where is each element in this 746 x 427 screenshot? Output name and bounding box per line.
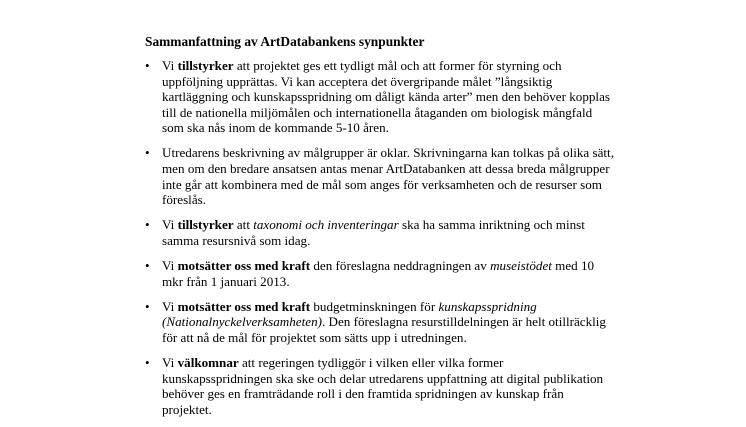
bullet-text [162,58,610,135]
emphasis-bold: välkomnar [177,355,239,370]
text-run: Vi [162,217,178,233]
emphasis-italic: kunskapsspridning (Nationalnyckelverksamheten) [162,298,537,330]
text-run: att [233,217,254,233]
text-run: . Den föreslagna resurstilldelningen är helt otillräcklig för att nå de mål för projektet som sätts upp i utredningen. [162,314,606,345]
emphasis-bold: motsätter oss med kraft [177,298,311,314]
summary-bullet-list [145,58,615,417]
text-run: att regeringen tydliggör i vilken eller vilka former kunskapsspridningen ska ske och delar utredarens uppfattning att digital publikation behöver ges en framträdande roll i den framtida spridningen av kunskap från projektet. [162,355,604,417]
emphasis-italic: taxonomi och inventeringar [253,217,399,233]
bullet-dot-icon: • [145,258,150,274]
bullet-text [162,217,585,248]
summary-bullet-item [145,145,615,207]
bullet-dot-icon: • [145,217,150,233]
bullet-text [162,355,603,417]
text-run: med 10 mkr från 1 januari 2013. [162,258,595,289]
emphasis-bold: tillstyrker [177,58,234,73]
emphasis-bold: motsätter oss med kraft [177,258,311,274]
text-run: ska ha samma inriktning och minst samma resursnivå som idag. [162,217,585,248]
document-heading: Sammanfattning av ArtDatabankens synpunkter [145,34,425,49]
bullet-text [162,145,614,207]
bullet-dot-icon: • [145,298,150,314]
text-run: Vi [162,258,178,274]
text-run: Utredarens beskrivning av målgrupper är oklar. Skrivningarna kan tolkas på olika sätt, men om den bredare ansatsen antas menar ArtDatabanken att dessa breda målgrupper inte går att kombinera med de mål som anges för verksamheten och de resurser som föreslås. [162,145,614,208]
summary-bullet-item [145,217,615,248]
document-page [145,34,615,427]
text-run: budgetminskningen för [310,298,439,314]
summary-bullet-item [145,355,615,417]
text-run: Vi [162,298,178,314]
text-run: den föreslagna neddragningen av [310,258,491,274]
summary-bullet-item [145,258,615,289]
bullet-text [162,299,606,345]
summary-bullet-item [145,299,615,346]
emphasis-bold: tillstyrker [177,217,234,233]
text-run: att projektet ges ett tydligt mål och att former för styrning och uppföljning upprättas. Vi kan acceptera det övergripande målet ”långsiktig kartläggning och kunskapsspridning om dåligt kända arter” men den behöver kopplas till de nationella miljömålen och internationella åtaganden om biologisk mångfald som ska nås inom de kommande 5-10 åren. [162,58,610,136]
bullet-dot-icon: • [145,145,150,161]
text-run: Vi [162,58,178,73]
bullet-text [162,258,594,289]
text-run: Vi [162,355,178,370]
bullet-dot-icon: • [145,58,150,73]
summary-bullet-item [145,58,615,136]
emphasis-italic: museistödet [490,258,552,274]
bullet-dot-icon: • [145,355,150,370]
